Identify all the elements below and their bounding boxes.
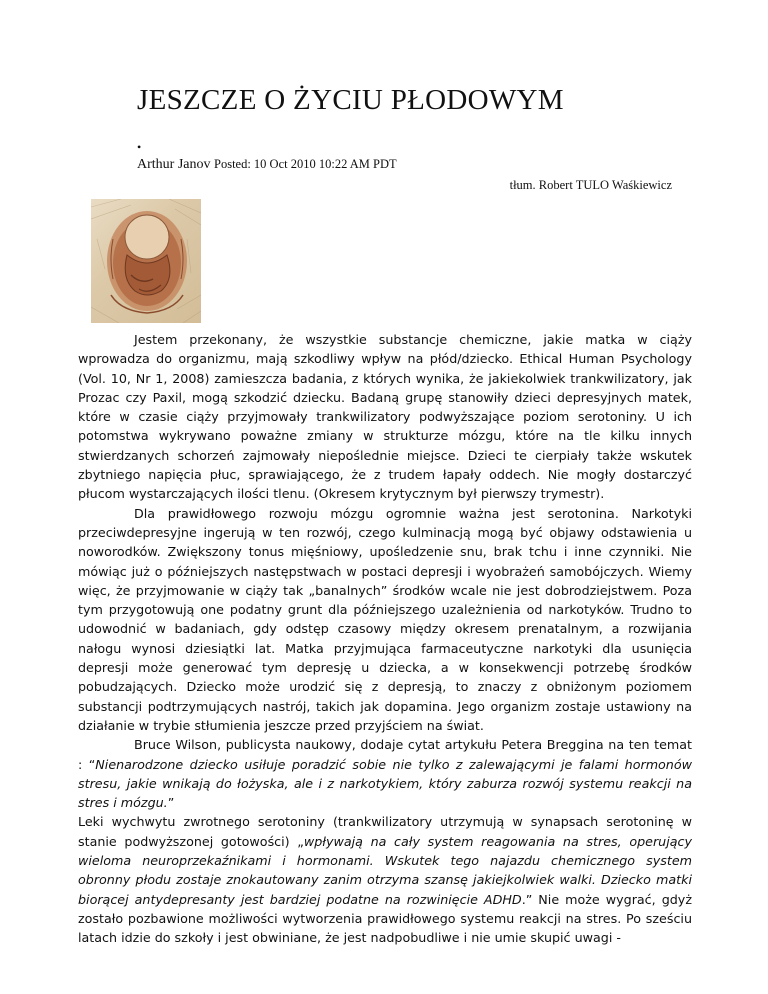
author-name: Arthur Janov <box>137 157 211 172</box>
fetus-in-womb-sketch-icon <box>91 199 201 323</box>
paragraph: Jestem przekonany, że wszystkie substancje chemiczne, jakie matka w ciąży wprowadza do organizmu, mają szkodliwy wpływ na płód/dziecko. Ethical Human Psychology (Vol. 10, Nr 1, 2008) zamieszcza badania, z których wynika, że jakiekolwiek trankwilizatory, jak Prozac czy Paxil, mogą szkodzić dziecku. Badaną grupę stanowiły dzieci depresyjnych matek, które w czasie ciąży przyjmowały trankwilizatory podwyższające poziom serotoniny. U ich potomstwa wykrywano poważne zmiany w strukturze mózgu, które na tle kilku innych stwierdzanych schorzeń zajmowały niepoślednie miejsce. Dzieci te cierpiały także wskutek zbytniego napięcia płuc, sprawiającego, że z trudem łapały oddech. Nie mogły dostarczyć płucom wystarczających ilości tlenu. (Okresem krytycznym był pierwszy trymestr). <box>78 332 692 502</box>
paragraph-text: ” <box>167 795 175 811</box>
bullet-mark: • <box>137 140 142 154</box>
paragraph-text: Bruce Wilson, publicysta naukowy, dodaje cytat artykułu Petera Breggina na ten temat : “ <box>78 737 692 772</box>
paragraph-text: .” Nie może wygrać, gdyż zostało pozbawione możliwości wytworzenia prawidłowego systemu reakcji na stres. Po sześciu latach idzie do szkoły i jest obwiniane, że jest nadpobudliwe i nie umie skupić uwagi - <box>78 891 692 946</box>
article-body <box>78 330 692 948</box>
translator-credit: tłum. Robert TULO Waśkiewicz <box>509 178 672 192</box>
page-title: JESZCZE O ŻYCIU PŁODOWYM <box>137 84 564 116</box>
byline <box>137 157 397 173</box>
paragraph <box>78 812 692 947</box>
post-date: Posted: 10 Oct 2010 10:22 AM PDT <box>214 157 397 171</box>
quote-text: wpływają na cały system reagowania na stres, operujący wieloma neuroprzekaźnikami i hormonami. Wskutek tego najazdu chemicznego system obronny płodu zostaje znokautowany zanim otrzyma szansę jakiejkolwiek walki. Dziecko matki biorącej antydepresanty jest bardziej podatne na rozwinięcie ADHD <box>78 833 692 907</box>
paragraph <box>78 735 692 812</box>
quote-text: Nienarodzone dziecko usiłuje poradzić sobie nie tylko z zalewającymi je falami hormonów stresu, jakie wnikają do łożyska, ale i z narkotykiem, który zaburza rozwój systemu reakcji na stres i mózgu. <box>78 756 692 811</box>
paragraph: Dla prawidłowego rozwoju mózgu ogromnie ważna jest serotonina. Narkotyki przeciwdepresyjne ingerują w ten rozwój, czego kulminacją mogą być objawy odstawienia u noworodków. Zwiększony tonus mięśniowy, upośledzenie snu, brak tchu i inne czynniki. Nie mówiąc już o późniejszych następstwach w postaci depresji i wyobrażeń samobójczych. Wiemy więc, że przyjmowanie w ciąży tak „banalnych” środków wcale nie jest dobrodziejstwem. Poza tym przygotowują one podatny grunt dla późniejszego uzależnienia od narkotyków. Trudno to udowodnić w badaniach, gdy odstęp czasowy między okresem prenatalnym, a rozwijania nałogu wynosi dziesiątki lat. Matka przyjmująca farmaceutyczne narkotyki dla usunięcia depresji może generować tym depresję u dziecka, a w konsekwencji potrzebę środków pobudzających. Dziecko może urodzić się z depresją, to znaczy z obniżonym poziomem substancji podtrzymujących nastrój, takich jak dopamina. Jego organizm zostaje ustawiony na działanie w trybie stłumienia jeszcze przed przyjściem na świat. <box>78 505 692 733</box>
paragraph-text: Leki wychwytu zwrotnego serotoniny (trankwilizatory utrzymują w synapsach serotoninę w stanie podwyższonej gotowości) „ <box>78 814 692 849</box>
